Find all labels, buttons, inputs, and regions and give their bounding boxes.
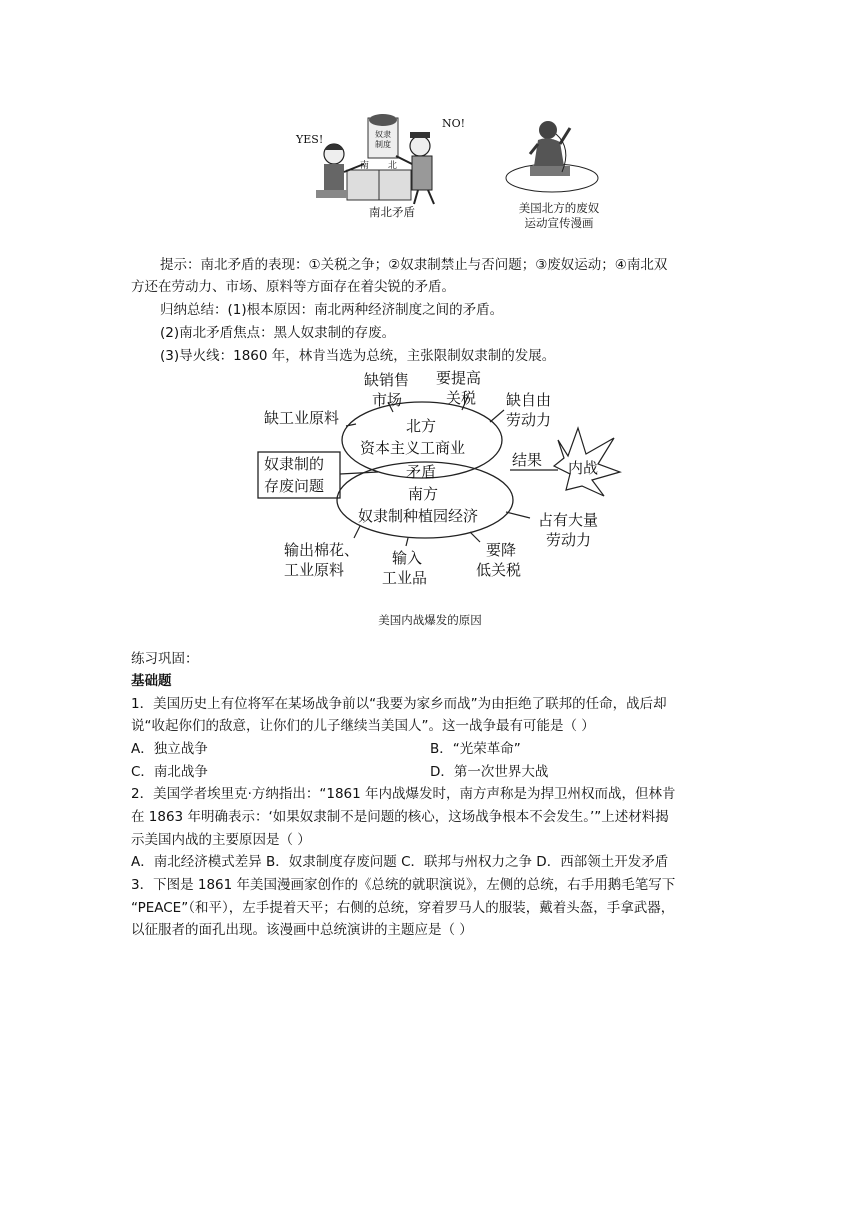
cartoon-drawing-north-south [292, 112, 464, 207]
south-import-1: 输入 [392, 549, 423, 567]
cartoon-caption-right-2: 运动宣传漫画 [524, 216, 594, 230]
q2-line-2: 在 1863 年明确表示：‘如果奴隶制不是问题的核心，这场战争根本不会发生。’”上述材料揭 [131, 809, 669, 825]
south-body: 奴隶制种植园经济 [358, 507, 479, 525]
yes-label: YES! [296, 133, 324, 146]
q3-line-2: “PEACE”（和平），左手提着天平；右侧的总统，穿着罗马人的服装，戴着头盔，手拿武器， [131, 900, 675, 916]
south-import-2: 工业品 [382, 569, 428, 587]
summary-line-1: 归纳总结：(1)根本原因：南北两种经济制度之间的矛盾。 [160, 302, 504, 318]
war-label: 内战 [568, 459, 599, 477]
q1-option-a: A．独立战争 [131, 741, 208, 757]
north-market-1: 缺销售 [364, 371, 410, 389]
south-tariff-1: 要降 [486, 541, 517, 559]
south-export-2: 工业原料 [284, 561, 345, 579]
sign-text-1: 奴隶 [375, 130, 391, 139]
cartoon-caption-left: 南北矛盾 [369, 205, 415, 219]
q1-option-b: B．“光荣革命” [430, 741, 521, 757]
q2-line-1: 2．美国学者埃里克·方纳指出：“1861 年内战爆发时，南方声称是为捍卫州权而战，但林肯 [131, 786, 676, 802]
q3-line-1: 3．下图是 1861 年美国漫画家创作的《总统的就职演说》，左侧的总统，右手用鹅毛笔写下 [131, 877, 676, 893]
south-export-1: 输出棉花、 [284, 541, 360, 559]
q3-line-3: 以征服者的面孔出现。该漫画中总统演讲的主题应是（ ） [131, 922, 473, 938]
hint-line-2: 方还在劳动力、市场、原料等方面存在着尖锐的矛盾。 [131, 279, 455, 295]
q2-options: A．南北经济模式差异 B．奴隶制度存废问题 C．联邦与州权力之争 D．西部领土开发矛盾 [131, 854, 669, 870]
cartoon-abolition [494, 114, 624, 232]
north-body: 资本主义工商业 [360, 439, 466, 457]
north-labor-2: 劳动力 [506, 411, 552, 429]
q1-option-d: D．第一次世界大战 [430, 764, 549, 780]
desk-label-north: 北 [388, 161, 398, 171]
civil-war-causes-diagram [248, 366, 636, 590]
summary-line-2: (2)南北矛盾焦点：黑人奴隶制的存废。 [160, 325, 396, 341]
north-tariff-1: 要提高 [436, 369, 482, 387]
south-title: 南方 [408, 485, 439, 503]
north-tariff-2: 关税 [446, 389, 477, 407]
cartoon-north-south-conflict [292, 112, 464, 224]
q1-line-2: 说“收起你们的敌意，让你们的儿子继续当美国人”。这一战争最有可能是（ ） [131, 718, 595, 734]
south-labor-2: 劳动力 [546, 531, 592, 549]
north-title: 北方 [406, 417, 437, 435]
south-labor-1: 占有大量 [538, 511, 599, 529]
result-label: 结果 [512, 451, 543, 469]
desk-label-south: 南 [360, 161, 370, 171]
no-label: NO! [442, 117, 466, 130]
conflict-label: 矛盾 [406, 463, 437, 481]
sign-text-2: 制度 [375, 140, 391, 149]
cartoon-caption-right-1: 美国北方的废奴 [518, 201, 600, 215]
cartoon-drawing-abolition [494, 114, 624, 194]
hint-line-1: 提示：南北矛盾的表现：①关税之争；②奴隶制禁止与否问题；③废奴运动；④南北双 [160, 257, 668, 273]
diagram-caption: 美国内战爆发的原因 [378, 613, 482, 627]
south-tariff-2: 低关税 [476, 561, 522, 579]
north-labor-1: 缺自由 [506, 391, 552, 409]
q1-line-1: 1．美国历史上有位将军在某场战争前以“我要为家乡而战”为由拒绝了联邦的任命，战后却 [131, 696, 667, 712]
q2-line-3: 示美国内战的主要原因是（ ） [131, 832, 311, 848]
summary-line-3: (3)导火线：1860 年，林肯当选为总统，主张限制奴隶制的发展。 [160, 348, 556, 364]
q1-option-c: C．南北战争 [131, 764, 208, 780]
slavery-box-line-1: 奴隶制的 [264, 455, 325, 473]
north-raw-material: 缺工业原料 [264, 409, 340, 427]
north-market-2: 市场 [372, 391, 403, 409]
practice-heading: 练习巩固： [131, 651, 199, 667]
slavery-box-line-2: 存废问题 [264, 477, 325, 495]
basic-heading: 基础题 [131, 673, 172, 689]
